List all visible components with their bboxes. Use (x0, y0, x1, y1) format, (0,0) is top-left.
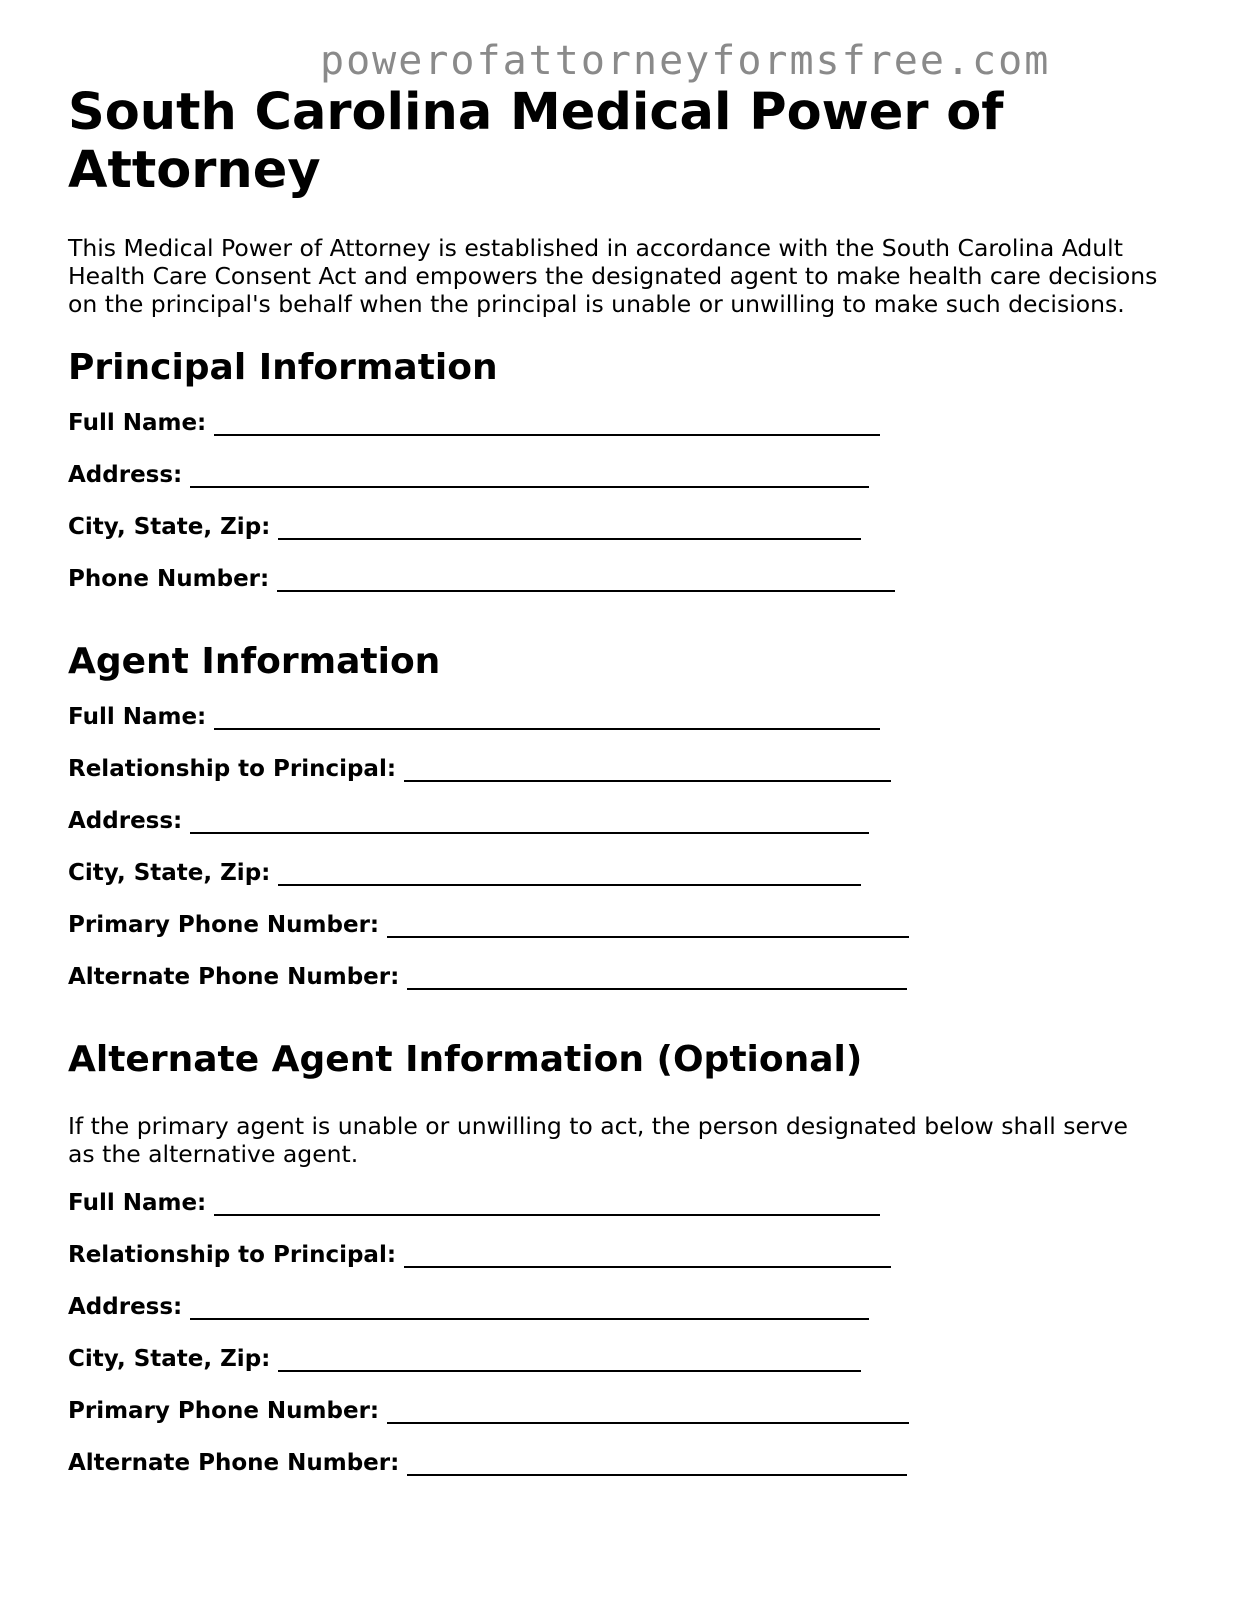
principal-section (68, 346, 1168, 616)
alternate-address-field (68, 1292, 1168, 1344)
alternate-alternate-phone-field (68, 1448, 1168, 1500)
principal-address-field (68, 460, 1168, 512)
alternate-agent-section (68, 1038, 1168, 1500)
principal-address-input[interactable] (190, 460, 869, 488)
document-title: South Carolina Medical Power of Attorney (68, 83, 1004, 200)
field-label: Full Name: (68, 410, 207, 436)
agent-primary-phone-field (68, 910, 1168, 962)
principal-phone-input[interactable] (277, 564, 895, 592)
field-label: Alternate Phone Number: (68, 964, 400, 990)
alternate-agent-note: If the primary agent is unable or unwilling to act, the person designated below shall serve as the alternative agent. (68, 1112, 1129, 1168)
alternate-primary-phone-input[interactable] (387, 1396, 909, 1424)
agent-city-state-zip-input[interactable] (278, 858, 861, 886)
agent-relationship-field (68, 754, 1168, 806)
agent-relationship-input[interactable] (404, 754, 891, 782)
field-label: Address: (68, 462, 183, 488)
principal-city-state-zip-field (68, 512, 1168, 564)
alternate-relationship-input[interactable] (404, 1240, 891, 1268)
principal-heading: Principal Information (68, 347, 498, 388)
field-label: Full Name: (68, 704, 207, 730)
agent-address-input[interactable] (190, 806, 869, 834)
agent-section (68, 640, 1168, 1014)
form-page (68, 84, 1168, 1500)
intro-paragraph: This Medical Power of Attorney is established in accordance with the South Carolina Adult Health Care Consent Act and empowers the designated agent to make health care decisions on the principal's behalf when the principal is unable or unwilling to make such decisions. (68, 234, 1158, 318)
field-label: Relationship to Principal: (68, 1242, 397, 1268)
agent-address-field (68, 806, 1168, 858)
alternate-full-name-field (68, 1188, 1168, 1240)
agent-city-state-zip-field (68, 858, 1168, 910)
field-label: Address: (68, 808, 183, 834)
field-label: Primary Phone Number: (68, 1398, 380, 1424)
field-label: City, State, Zip: (68, 1346, 271, 1372)
alternate-city-state-zip-field (68, 1344, 1168, 1396)
principal-phone-field (68, 564, 1168, 616)
site-watermark: powerofattorneyformsfree.com (320, 38, 1051, 84)
principal-full-name-field (68, 408, 1168, 460)
alternate-full-name-input[interactable] (214, 1188, 880, 1216)
alternate-relationship-field (68, 1240, 1168, 1292)
field-label: City, State, Zip: (68, 860, 271, 886)
alternate-city-state-zip-input[interactable] (278, 1344, 861, 1372)
agent-full-name-field (68, 702, 1168, 754)
principal-full-name-input[interactable] (214, 408, 880, 436)
agent-alternate-phone-input[interactable] (407, 962, 907, 990)
field-label: Relationship to Principal: (68, 756, 397, 782)
field-label: Primary Phone Number: (68, 912, 380, 938)
agent-primary-phone-input[interactable] (387, 910, 909, 938)
agent-full-name-input[interactable] (214, 702, 880, 730)
field-label: City, State, Zip: (68, 514, 271, 540)
field-label: Alternate Phone Number: (68, 1450, 400, 1476)
field-label: Address: (68, 1294, 183, 1320)
alternate-address-input[interactable] (190, 1292, 869, 1320)
alternate-alternate-phone-input[interactable] (407, 1448, 907, 1476)
principal-city-state-zip-input[interactable] (278, 512, 861, 540)
field-label: Full Name: (68, 1190, 207, 1216)
alternate-primary-phone-field (68, 1396, 1168, 1448)
field-label: Phone Number: (68, 566, 270, 592)
agent-alternate-phone-field (68, 962, 1168, 1014)
agent-heading: Agent Information (68, 641, 441, 682)
alternate-agent-heading: Alternate Agent Information (Optional) (68, 1039, 863, 1080)
